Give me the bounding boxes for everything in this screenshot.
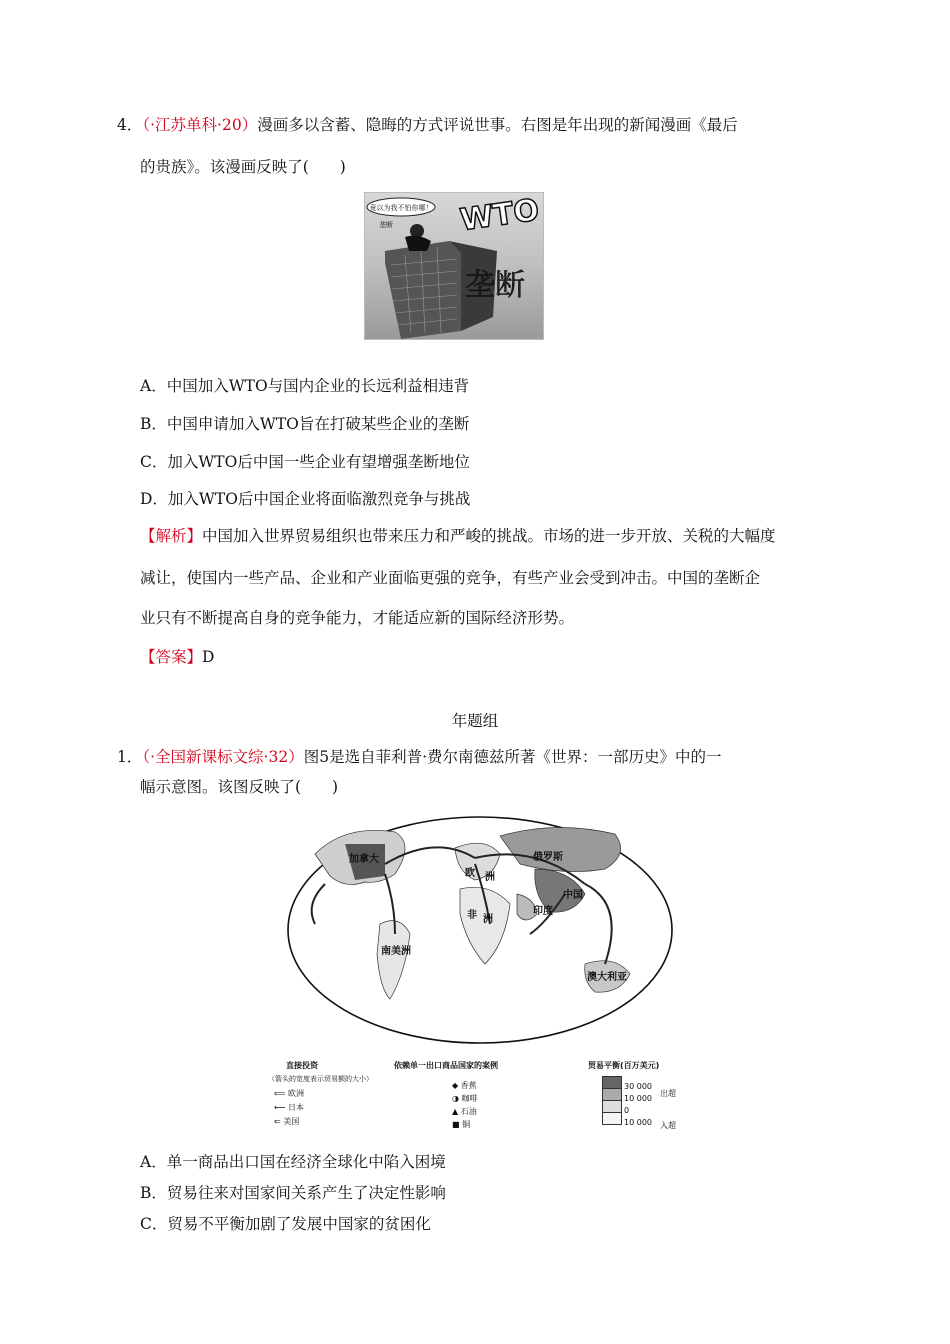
question-source: （·全国新课标文综·32） — [142, 748, 304, 766]
q1-option-b: B．贸易往来对国家间关系产生了决定性影响 — [140, 1184, 446, 1202]
question-source: （·江苏单科·20） — [142, 116, 258, 134]
cartoon-image — [364, 192, 544, 340]
legend-invest-title: 直接投资 — [286, 1061, 318, 1070]
cartoon-drawing — [365, 193, 543, 339]
world-map-drawing — [285, 814, 675, 1046]
region-africa-2: 洲 — [483, 914, 493, 925]
region-india: 印度 — [533, 906, 553, 917]
answer-line — [140, 645, 214, 667]
legend-balance-v2: 10 000 — [624, 1094, 652, 1103]
analysis-line3: 业只有不断提高自身的竞争能力，才能适应新的国际经济形势。 — [140, 609, 575, 627]
option-d: D．加入WTO后中国企业将面临激烈竞争与挑战 — [140, 490, 471, 508]
answer-value: D — [202, 648, 215, 666]
region-africa-1: 非 — [467, 910, 477, 921]
region-europe-2: 洲 — [485, 872, 495, 883]
cartoon-bubble: 竟以为我不怕你哪！ — [369, 204, 433, 212]
question-1-line1 — [117, 745, 722, 767]
legend-balance-v1: 30 000 — [624, 1082, 652, 1091]
legend-deficit: 入超 — [660, 1121, 676, 1130]
region-europe-1: 欧 — [465, 868, 475, 879]
question-text: 图5是选自菲利普·费尔南德兹所著《世界：一部历史》中的一 — [303, 748, 722, 766]
region-russia: 俄罗斯 — [533, 852, 563, 863]
legend-invest-europe: ⟸ 欧洲 — [274, 1089, 305, 1098]
legend-invest-note: （箭头的宽度表示贸易额的大小） — [268, 1075, 373, 1083]
figure-label: 垄断 — [379, 221, 393, 229]
question-number: 1． — [117, 748, 143, 766]
option-a: A．中国加入WTO与国内企业的长远利益相违背 — [140, 377, 470, 395]
option-b: B．中国申请加入WTO旨在打破某些企业的垄断 — [140, 415, 470, 433]
legend-invest-usa: ⇐ 美国 — [274, 1117, 300, 1126]
building-label: 垄断 — [465, 268, 525, 303]
group-title: 年题组 — [451, 712, 499, 730]
legend-commodity-title: 依赖单一出口商品国家的案例 — [394, 1061, 498, 1070]
legend-copper: ■ 铜 — [452, 1120, 471, 1129]
answer-tag: 【答案】 — [140, 648, 203, 666]
analysis-line1: 【解析】中国加入世界贸易组织也带来压力和严峻的挑战。市场的进一步开放、关税的大幅度 — [140, 527, 776, 545]
legend-balance-v4: 10 000 — [624, 1118, 652, 1127]
analysis-line2: 减让，使国内一些产品、企业和产业面临更强的竞争，有些产业会受到冲击。中国的垄断企 — [140, 569, 761, 587]
legend-swatch-4 — [602, 1112, 622, 1125]
world-map — [285, 814, 675, 1046]
legend-banana: ◆ 香蕉 — [452, 1081, 477, 1090]
region-south-america: 南美洲 — [381, 946, 411, 957]
question-number: 4． — [117, 116, 143, 134]
map-legend — [262, 1060, 712, 1148]
legend-coffee: ◑ 咖啡 — [452, 1094, 478, 1103]
legend-balance-v3: 0 — [624, 1106, 630, 1115]
option-c: C．加入WTO后中国一些企业有望增强垄断地位 — [140, 453, 470, 471]
legend-invest-japan: ⟵ 日本 — [274, 1103, 305, 1112]
question-4-line1 — [117, 113, 738, 135]
q1-option-a: A．单一商品出口国在经济全球化中陷入困境 — [140, 1153, 446, 1171]
legend-balance-title: 贸易平衡(百万美元) — [588, 1061, 660, 1070]
region-canada: 加拿大 — [349, 854, 379, 865]
question-4-line2: 的贵族》。该漫画反映了( ) — [140, 158, 346, 176]
question-1-line2: 幅示意图。该图反映了( ) — [140, 778, 339, 796]
analysis-tag: 【解析】 — [140, 527, 203, 545]
legend-surplus: 出超 — [660, 1089, 676, 1098]
legend-oil: ▲ 石油 — [452, 1107, 477, 1116]
region-china: 中国 — [563, 890, 583, 901]
region-australia: 澳大利亚 — [587, 972, 627, 983]
wto-logo: WTO — [458, 193, 542, 239]
question-text: 漫画多以含蓄、隐晦的方式评说世事。右图是年出现的新闻漫画《最后 — [257, 116, 738, 134]
q1-option-c: C．贸易不平衡加剧了发展中国家的贫困化 — [140, 1215, 431, 1233]
